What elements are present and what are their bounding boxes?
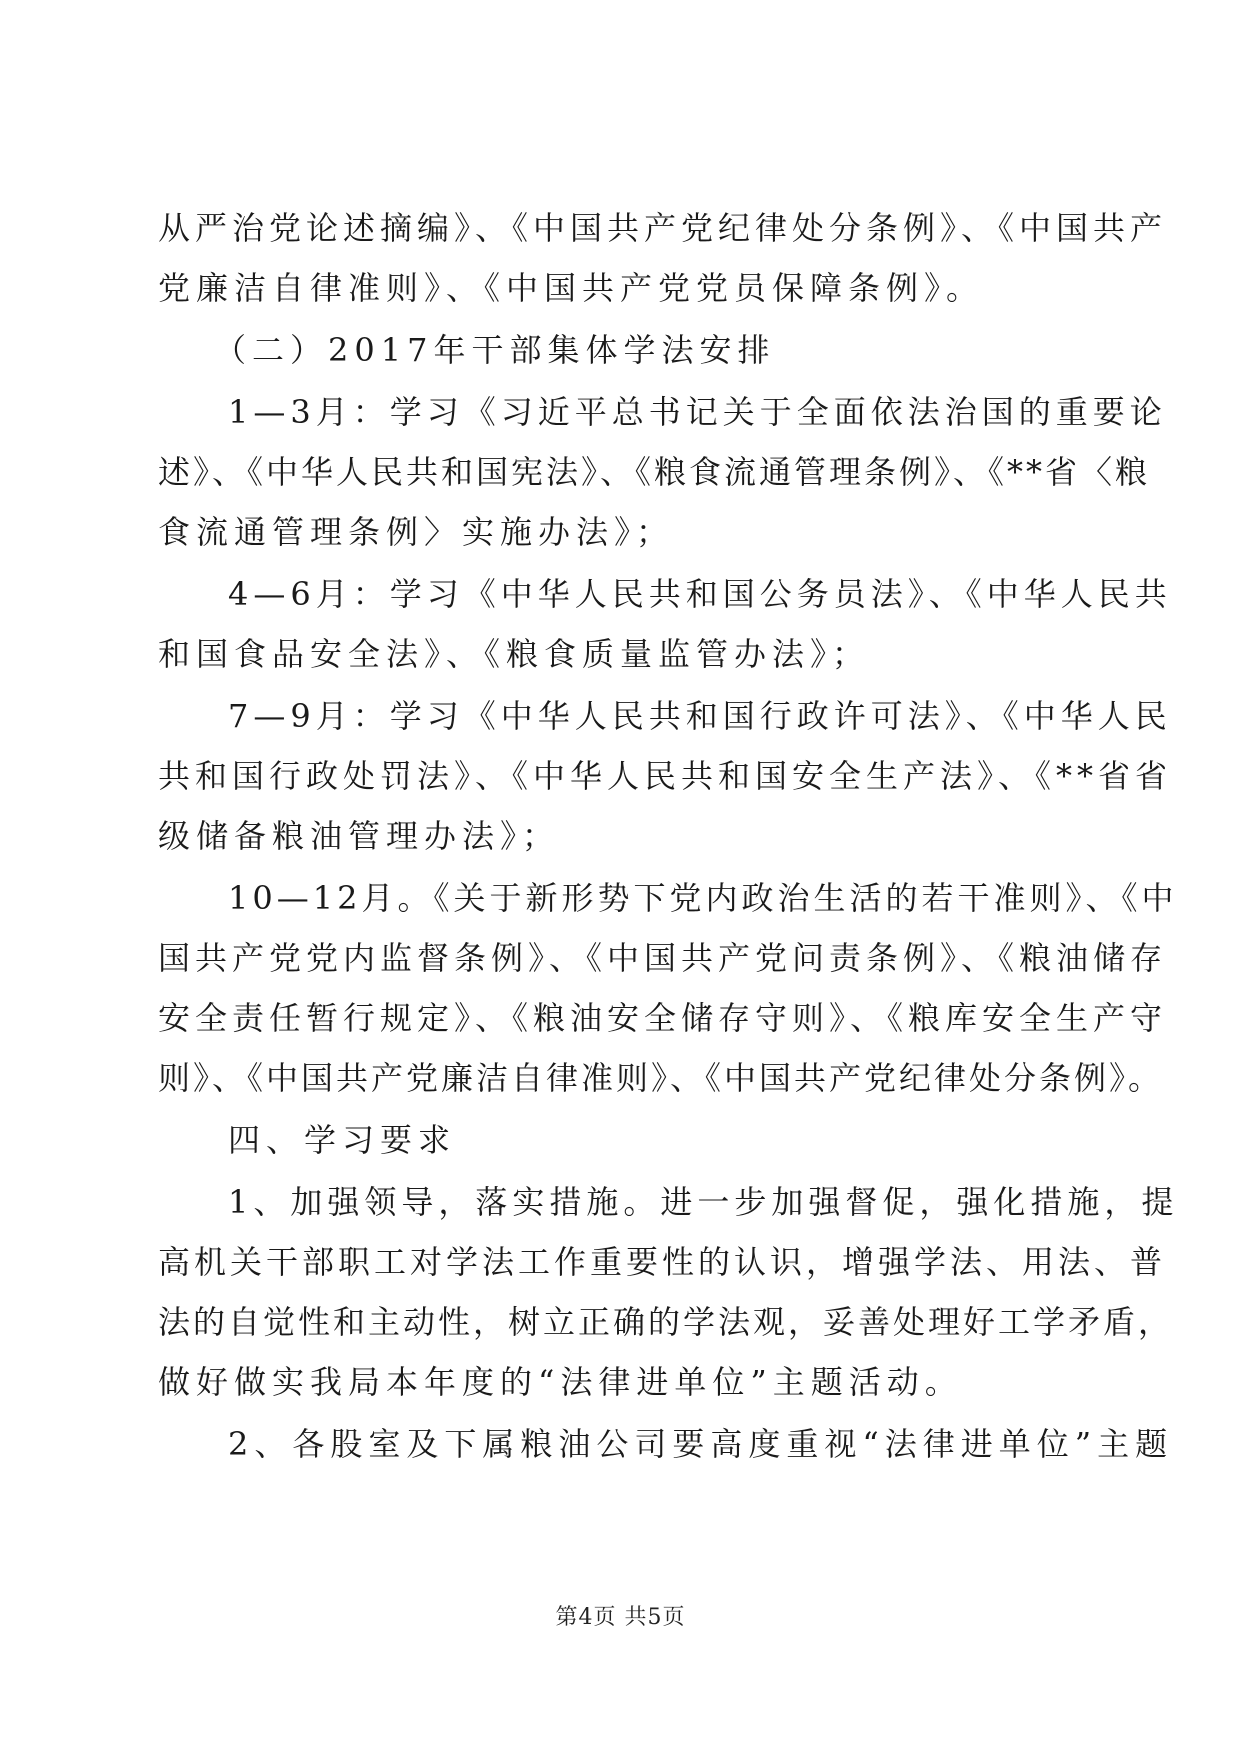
body-text-line: 10—12月。《关于新形势下党内政治生活的若干准则》、《中 <box>228 879 1178 917</box>
body-text-line: 国共产党党内监督条例》、《中国共产党问责条例》、《粮油储存 <box>158 939 1168 977</box>
body-text-line: 1、加强领导，落实措施。进一步加强督促，强化措施，提 <box>228 1183 1179 1221</box>
section-heading: 四、学习要求 <box>228 1121 457 1159</box>
body-text-line: 高机关干部职工对学法工作重要性的认识，增强学法、用法、普 <box>158 1243 1167 1281</box>
page-number-footer: 第4页 共5页 <box>555 1605 686 1630</box>
body-text-line: 从严治党论述摘编》、《中国共产党纪律处分条例》、《中国共产 <box>158 209 1168 247</box>
body-text-line: 级储备粮油管理办法》； <box>158 817 561 855</box>
body-text-line: 7—9月：学习《中华人民共和国行政许可法》、《中华人民 <box>228 697 1172 735</box>
body-text-line: 党廉洁自律准则》、《中国共产党党员保障条例》。 <box>158 269 985 307</box>
body-text-line: 做好做实我局本年度的“法律进单位”主题活动。 <box>158 1363 963 1401</box>
body-text-line: 安全责任暂行规定》、《粮油安全储存守则》、《粮库安全生产守 <box>158 999 1168 1037</box>
body-text-line: 和国食品安全法》、《粮食质量监管办法》； <box>158 635 871 673</box>
body-text-line: 4—6月：学习《中华人民共和国公务员法》、《中华人民共 <box>228 575 1172 613</box>
body-text-line: 共和国行政处罚法》、《中华人民共和国安全生产法》、《**省省 <box>158 757 1173 795</box>
body-text-line: 法的自觉性和主动性，树立正确的学法观，妥善处理好工学矛盾， <box>158 1303 1174 1341</box>
body-text-line: 则》、《中国共产党廉洁自律准则》、《中国共产党纪律处分条例》。 <box>158 1059 1164 1097</box>
body-text-line: 述》、《中华人民共和国宪法》、《粮食流通管理条例》、《**省〈粮 <box>158 453 1151 491</box>
body-text-line: 食流通管理条例〉实施办法》； <box>158 513 675 551</box>
body-text-line: 2、各股室及下属粮油公司要高度重视“法律进单位”主题 <box>228 1425 1174 1463</box>
body-text-line: 1—3月：学习《习近平总书记关于全面依法治国的重要论 <box>228 393 1167 431</box>
section-heading: （二）2017年干部集体学法安排 <box>214 331 776 369</box>
